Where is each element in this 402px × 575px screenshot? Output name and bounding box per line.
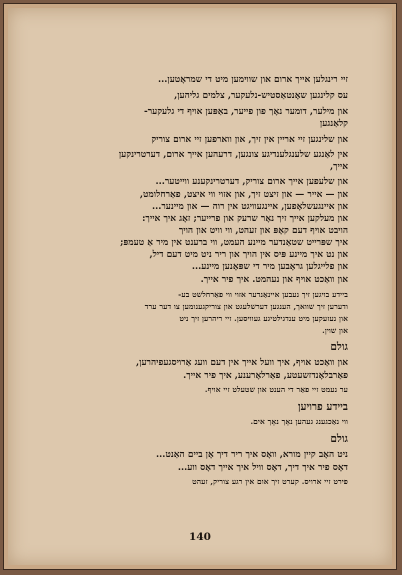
verse-line: קלאַנגען <box>319 119 348 129</box>
verse-line: זיי רינגלען אייך ארום און שווימען מיט די שמראָטען... <box>158 75 348 85</box>
stage-direction-line: פירט זיי ארויס. קערט זיך אום אין רגע צוריק, זעהט <box>192 477 348 486</box>
verse-line: און מעלקען אייך זיך נאָר שרעק און פרייער; זאָג איך אייך: <box>142 214 348 224</box>
verse-line: און נט איך מיינע פּיס אין הויך און ריר ניט מיט דעם דיל, <box>149 250 348 260</box>
stage-direction-line: ווי נאַכגענג געהען נאָך נאָך אים. <box>250 417 348 426</box>
verse-line: עס קלינגען שאָנטאַסטיש-נלעקער, צלמים גליהען, <box>174 91 348 101</box>
stage-direction-line: ודערען זיך שוואך, הענגען דערשלעגט און צוריקגענומען צו דער ערד <box>144 302 348 311</box>
verse-line: און מילער, דומער נאָך פון פייער, באַפּען אויף די גלעקער- <box>143 107 348 117</box>
verse-line: ניט האָב קיין מורא, וואָס איך ריר דיך אָן ביים האַנט... <box>156 450 348 460</box>
stage-direction-line: און שוין. <box>322 326 348 335</box>
verse-line: און שלינגען זיי אריין אין זיך, און ווארפען זיי ארום צוריק <box>151 135 348 145</box>
verse-line: הויבט אויף דעם קאָפּ און זעהט, ווי וויט און הויך <box>178 226 348 236</box>
verse-line: אייך, <box>329 162 348 172</box>
speaker-name: גולם <box>330 433 348 445</box>
stage-direction-line: ביידע בויגען זיך נעבען איינאַנדער אזוי ווי פאַרחלשט בע- <box>178 290 348 299</box>
verse-line: און שלעפען אייך ארום צוריק, דערטרינקענע ווייטער... <box>155 177 348 187</box>
stage-direction-line: און נעזעקען מיט ענדגילטיגע געוויסען. זיי ריהרען זיך ניט <box>179 314 348 323</box>
book-page <box>8 8 392 565</box>
verse-line: פאַרבלאָנדזשעטע, פאַרלאָרענע, איך פיר אייך. <box>183 371 348 381</box>
page-number: 140 <box>189 531 211 543</box>
verse-line: און פלייגלען גראָבען מיר די שפּאָנען מיינע... <box>191 262 348 272</box>
stage-direction-line: ער נעמט זיי פאַר די הענט און שטעלט זיי אויף. <box>204 385 348 394</box>
verse-line: און וואַכט אויף, איך וועל אייך אין דעם וועג אַרויסגעפיהרען, <box>136 358 348 368</box>
verse-line: און וואַכט אויף און נעהמט. איך פיר אייך. <box>200 275 348 285</box>
speaker-name: ביידע פרויען <box>297 401 348 413</box>
verse-line: אין לאַנגע שלענגלענדיגע צונגען, דרעהען אייך ארום, דערטרינקען <box>118 150 348 160</box>
speaker-name: גולם <box>330 341 348 353</box>
verse-line: דאָס פיר איך דיך, דאָס וויל איך אייך דאָס ווע... <box>177 463 348 473</box>
page-frame <box>3 3 397 570</box>
verse-line: און איינגעשלאָפען, איינגעוויגט אין רוה — און מיינער... <box>151 202 348 212</box>
verse-line: איך שפּרייט שטאַנדער מיינע העמט, ווי ברענט אין מיר אַ טעמפּ; <box>120 238 348 248</box>
verse-line: און — אייר — און זיצט זיך, און אזוי ווי איצט, פאַרחלומט, <box>139 190 348 200</box>
